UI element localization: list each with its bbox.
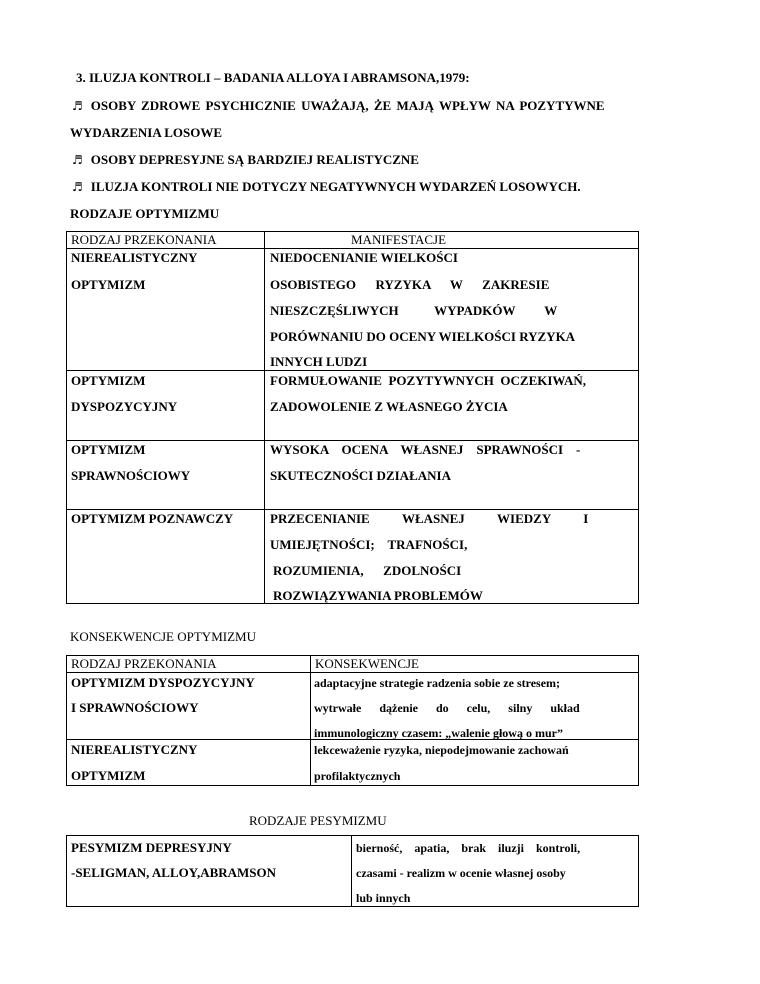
table-cell-type: OPTYMIZM	[71, 768, 146, 783]
table-cell-type: I SPRAWNOŚCIOWY	[71, 700, 199, 715]
pessimism-types-table	[66, 835, 639, 907]
table-cell-desc: PORÓWNANIU DO OCENY WIELKOŚCI RYZYKA	[270, 329, 576, 344]
column-header: RODZAJ PRZEKONANIA	[71, 232, 217, 247]
table-cell-type: SPRAWNOŚCIOWY	[71, 468, 191, 483]
optimism-consequences-table	[66, 655, 639, 786]
table-cell-desc: PRZECENIANIE WŁASNEJ WIEDZY I	[270, 511, 589, 526]
table-cell-desc: immunologiczny czasem: „walenie głową o mur”	[314, 726, 563, 740]
table-cell-desc: lekceważenie ryzyka, niepodejmowanie zachowań	[314, 743, 569, 757]
table-cell-desc: NIEDOCENIANIE WIELKOŚCI	[270, 250, 458, 265]
table-title: KONSEKWENCJE OPTYMIZMU	[70, 629, 256, 644]
table-cell-desc: INNYCH LUDZI	[270, 354, 368, 369]
table-cell-type: NIEREALISTYCZNY	[71, 250, 198, 265]
bullet-text: OSOBY DEPRESYJNE SĄ BARDZIEJ REALISTYCZNE	[90, 152, 419, 167]
table-title: RODZAJE OPTYMIZMU	[70, 206, 220, 221]
table-cell-desc: lub innych	[356, 891, 411, 905]
table-cell-desc: WYSOKA OCENA WŁASNEJ SPRAWNOŚCI -	[270, 442, 581, 457]
table-cell-type: OPTYMIZM DYSPOZYCYJNY	[71, 675, 255, 690]
table-cell-desc: ZADOWOLENIE Z WŁASNEGO ŻYCIA	[270, 399, 508, 414]
table-cell-desc: FORMUŁOWANIE POZYTYWNYCH OCZEKIWAŃ,	[270, 373, 586, 388]
table-title: RODZAJE PESYMIZMU	[249, 813, 387, 828]
table-cell-type: OPTYMIZM	[71, 442, 146, 457]
table-cell-desc: ROZWIĄZYWANIA PROBLEMÓW	[273, 588, 483, 603]
bullet-continuation: WYDARZENIA LOSOWE	[70, 125, 223, 140]
table-cell-desc: bierność, apatia, brak iluzji kontroli,	[356, 841, 581, 855]
music-note-icon: ♬	[72, 153, 83, 167]
table-cell-type: OPTYMIZM POZNAWCZY	[71, 511, 234, 526]
table-cell-desc: wytrwałe dążenie do celu, silny układ	[314, 701, 580, 715]
table-cell-desc: SKUTECZNOŚCI DZIAŁANIA	[270, 468, 451, 483]
table-cell-desc: profilaktycznych	[314, 769, 401, 783]
bullet-item	[72, 179, 581, 195]
table-cell-type: PESYMIZM DEPRESYJNY	[71, 840, 232, 855]
column-header: MANIFESTACJE	[351, 232, 447, 247]
section-heading: 3. ILUZJA KONTROLI – BADANIA ALLOYA I ABRAMSONA,1979:	[76, 70, 470, 85]
column-header: KONSEKWENCJE	[315, 656, 419, 671]
bullet-item	[72, 98, 688, 114]
table-cell-type: NIEREALISTYCZNY	[71, 742, 198, 757]
table-cell-desc: UMIEJĘTNOŚCI; TRAFNOŚCI,	[270, 537, 468, 552]
table-cell-desc: NIESZCZĘŚLIWYCH WYPADKÓW W	[270, 303, 558, 318]
table-cell-type: -SELIGMAN, ALLOY,ABRAMSON	[71, 865, 277, 880]
table-cell-desc: czasami - realizm w ocenie własnej osoby	[356, 866, 566, 880]
bullet-text: OSOBY ZDROWE PSYCHICZNIE UWAŻAJĄ, ŻE MAJĄ WPŁYW NA POZYTYWNE	[90, 98, 605, 113]
table-cell-desc: adaptacyjne strategie radzenia sobie ze stresem;	[314, 676, 561, 690]
table-cell-type: OPTYMIZM	[71, 277, 146, 292]
music-note-icon: ♬	[72, 99, 83, 113]
music-note-icon: ♬	[72, 180, 83, 194]
table-cell-type: DYSPOZYCYJNY	[71, 399, 178, 414]
table-cell-type: OPTYMIZM	[71, 373, 146, 388]
bullet-text: ILUZJA KONTROLI NIE DOTYCZY NEGATYWNYCH WYDARZEŃ LOSOWYCH.	[90, 179, 581, 194]
optimism-types-table	[66, 231, 639, 604]
column-header: RODZAJ PRZEKONANIA	[71, 656, 217, 671]
table-cell-desc: ROZUMIENIA, ZDOLNOŚCI	[273, 563, 462, 578]
table-cell-desc: OSOBISTEGO RYZYKA W ZAKRESIE	[270, 277, 550, 292]
bullet-item	[72, 152, 419, 168]
